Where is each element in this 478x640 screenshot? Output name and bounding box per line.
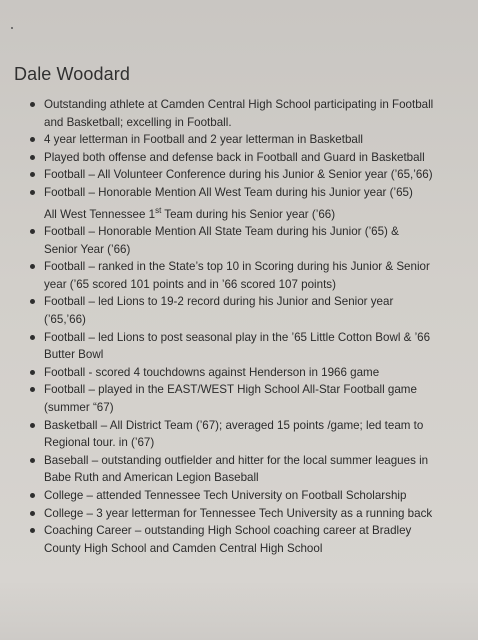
bullet-icon	[30, 155, 35, 160]
list-item-text: Football – played in the EAST/WEST High School All-Star Football game	[44, 383, 417, 397]
bullet-icon	[30, 190, 35, 195]
list-item	[0, 522, 478, 557]
bullet-list	[0, 96, 478, 557]
list-item	[0, 184, 478, 223]
page-title: Dale Woodard	[14, 64, 130, 84]
list-item	[0, 329, 478, 364]
list-item-text: County High School and Camden Central High School	[44, 541, 323, 555]
list-item	[0, 381, 478, 416]
list-item-text: Football – Honorable Mention All State Team during his Junior (’65) &	[44, 225, 399, 239]
list-item-text: Basketball – All District Team (’67); averaged 15 points /game; led team to	[44, 418, 424, 432]
bullet-icon	[30, 137, 35, 142]
list-item	[0, 452, 478, 487]
list-item-text: Football – led Lions to 19-2 record during his Junior and Senior year	[44, 295, 394, 309]
bullet-icon	[30, 229, 35, 234]
bullet-icon	[30, 299, 35, 304]
list-item-text: (summer “67)	[44, 400, 114, 414]
list-item-text: Coaching Career – outstanding High School coaching career at Bradley	[44, 524, 412, 538]
bullet-icon	[30, 335, 35, 340]
bullet-icon	[30, 423, 35, 428]
list-item-text: College – 3 year letterman for Tennessee Tech University as a running back	[44, 506, 433, 520]
bullet-icon	[30, 493, 35, 498]
bullet-icon	[30, 528, 35, 533]
bullet-icon	[30, 172, 35, 177]
paper-speck	[11, 27, 13, 29]
bullet-icon	[30, 387, 35, 392]
list-item	[0, 364, 478, 382]
bullet-icon	[30, 264, 35, 269]
list-item	[0, 505, 478, 523]
list-item-text: Football – Honorable Mention All West Team during his Junior year (’65)	[44, 185, 413, 199]
list-item	[0, 258, 478, 293]
list-item-text: and Basketball; excelling in Football.	[44, 115, 232, 129]
list-item-text: College – attended Tennessee Tech University on Football Scholarship	[44, 488, 407, 502]
list-item-text: Football – All Volunteer Conference during his Junior & Senior year (’65,’66)	[44, 168, 433, 182]
list-item-text: Outstanding athlete at Camden Central High School participating in Football	[44, 98, 434, 111]
list-item-text: (’65,’66)	[44, 312, 86, 326]
list-item-text: 4 year letterman in Football and 2 year letterman in Basketball	[44, 133, 363, 147]
list-item	[0, 487, 478, 505]
list-item	[0, 223, 478, 258]
list-item	[0, 166, 478, 184]
list-item-text: year (’65 scored 101 points and in ’66 scored 107 points)	[44, 277, 336, 291]
list-item-text: Football – led Lions to post seasonal play in the ’65 Little Cotton Bowl & ’66	[44, 330, 431, 344]
list-item	[0, 131, 478, 149]
list-item	[0, 417, 478, 452]
list-item	[0, 149, 478, 167]
list-item-text: Babe Ruth and American Legion Baseball	[44, 471, 259, 485]
list-item-text: Played both offense and defense back in Football and Guard in Basketball	[44, 150, 425, 164]
list-item-text: Regional tour. in (’67)	[44, 436, 155, 450]
list-item-text: Butter Bowl	[44, 348, 104, 362]
bullet-icon	[30, 511, 35, 516]
list-item-text: Football - scored 4 touchdowns against Henderson in 1966 game	[44, 365, 380, 379]
bullet-icon	[30, 370, 35, 375]
list-item-text: Baseball – outstanding outfielder and hitter for the local summer leagues in	[44, 453, 429, 467]
list-item	[0, 293, 478, 328]
list-item-text: Football – ranked in the State’s top 10 in Scoring during his Junior & Senior	[44, 260, 430, 274]
paper-shadow	[0, 580, 478, 640]
bullet-icon	[30, 102, 35, 107]
bullet-icon	[30, 458, 35, 463]
list-item	[0, 96, 478, 131]
list-item-text: All West Tennessee 1st Team during his Senior year (’66)	[44, 205, 336, 221]
list-item-text: Senior Year (’66)	[44, 242, 131, 256]
